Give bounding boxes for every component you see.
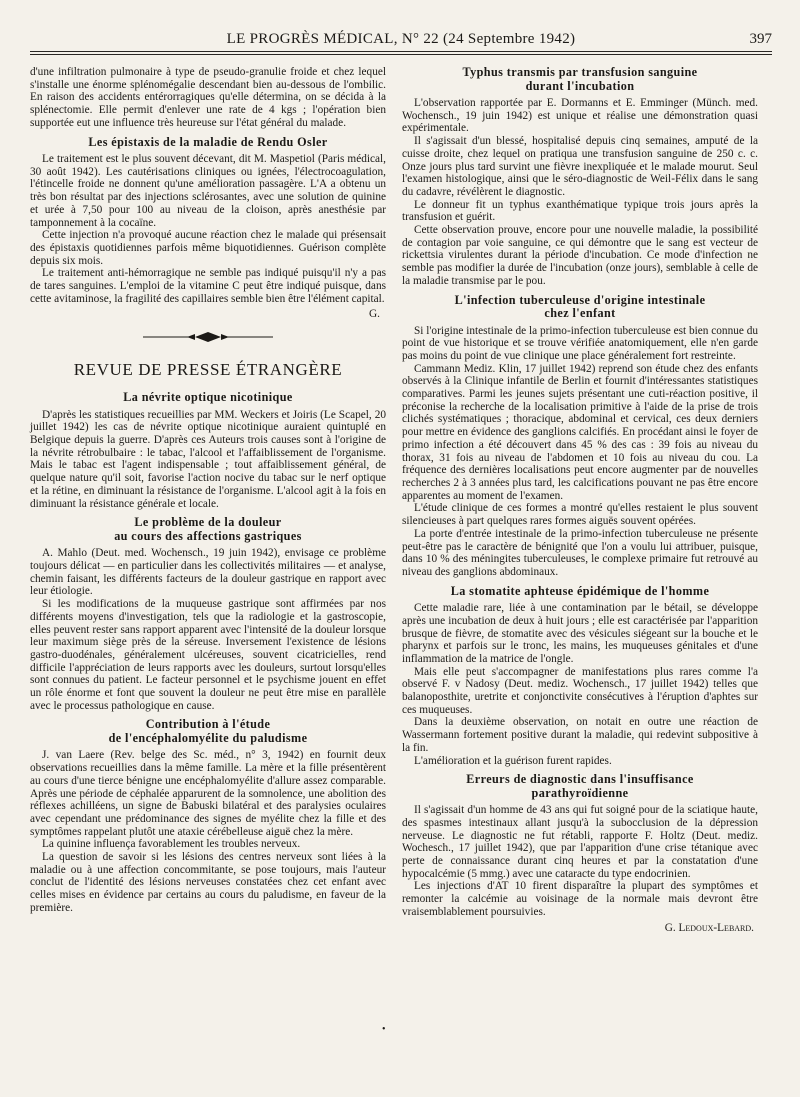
- paragraph: Cammann Mediz. Klin, 17 juillet 1942) reprend son étude chez des enfants observés à la Clinique infantile de Berlin et fournit d'intéressantes statistiques comparatives. Parmi les jeunes sujets présentant une cuti-réaction positive, il préconise la recherche de la localisation primitive à l'aide de la prise de trois clichés systématiques ; thoracique, abdominal et cervical, ces deux derniers pour mettre en évidence des ganglions calcifiés. En procédant ainsi le foyer de primo infection a été découvert dans 45 % des cas : 39 fois au niveau du thorax, 31 fois au niveau de l'abdomen et 10 fois au niveau du cou. La fréquence des dernières localisations peut encore augmenter par de nouvelles recherches 2 à 3 années plus tard, les calcifications pouvant ne pas être encore apparentes au moment de l'examen.: [402, 362, 758, 502]
- paragraph: Si l'origine intestinale de la primo-infection tuberculeuse est bien connue du point de vue historique et se trouve vérifiée anatomiquement, elle n'en garde pas moins du point de vue clinique une place généralement fort restreinte.: [402, 324, 758, 362]
- article-title-epistaxis: Les épistaxis de la maladie de Rendu Osler: [88, 134, 328, 149]
- paragraph: D'après les statistiques recueillies par MM. Weckers et Joiris (Le Scapel, 20 juillet 1942) les cas de névrite optique nicotinique auraient quintuplé en Belgique depuis la guerre. D'après ces Auteurs trois causes sont à l'origine de la névrite rétrobulbaire : le tabac, l'alcool et l'affaiblissement de l'organisme. Mais le tabac est l'agent indispensable ; tout affaiblissement général, de quelque nature qu'il soit, favorise l'action nocive du tabac sur le nerf optique et la rétine, en diminuant la résistance de l'organisme. L'alcool agit à la fois en diminuant la résistance générale et locale.: [30, 408, 386, 510]
- paragraph: Si les modifications de la muqueuse gastrique sont affirmées par nos différents moyens d'investigation, tels que la radiologie et la gastroscopie, elles peuvent rester sans rapport apparent avec l'intensité de la douleur lorsque leur maximum siège près de la séreuse. Inversement l'existence de lésions gastro-duodénales, généralement ulcéreuses, souvent cicatricielles, rend difficile l'appréciation de leurs rapports avec les douleurs, surtout lorsqu'elles sont connues du patient. Le facteur personnel et le psychisme jouent en effet un rôle énorme et font que souvent la douleur ne peut être mise en parallèle avec le processus pathologique en cause.: [30, 598, 386, 712]
- journal-title: LE PROGRÈS MÉDICAL, N° 22 (24 Septembre 1942): [226, 31, 576, 47]
- article-title-nevrite: La névrite optique nicotinique: [123, 390, 293, 405]
- paragraph: Le traitement est le plus souvent décevant, dit M. Maspetiol (Paris médical, 30 août 1942). Les cautérisations cliniques ou ignées, l'électrocoagulation, l'étincelle froide ne donnent qu'une amélioration passagère. L'A a obtenu un très bon résultat par des injections sclérosantes, avec une solution de quinine et urée à 7,50 pour 100 au niveau de la cloison, après anesthésie par tamponnement à la cocaïne.: [30, 153, 386, 229]
- article-title-douleur: [30, 516, 386, 543]
- title-line: Contribution à l'étude: [145, 717, 271, 732]
- paragraph: Les injections d'AT 10 firent disparaître la plupart des symptômes et remonter la calcémie au voisinage de la normale mais devront être vraisemblablement poursuivies.: [402, 880, 758, 918]
- paragraph: Mais elle peut s'accompagner de manifestations plus rares comme l'a observé F. v Nadosy (Deut. mediz. Wochensch., 17 juillet 1942) telles que balanoposthite, uretrite et conjonctivite consécutives à l'éruption d'aphtes sur ces muqueuses.: [402, 665, 758, 716]
- article-title-parathyroidienne: [402, 773, 758, 800]
- title-line: de l'encéphalomyélite du paludisme: [108, 730, 308, 745]
- title-line: Typhus transmis par transfusion sanguine: [462, 65, 698, 79]
- article-title-typhus: [402, 66, 758, 93]
- title-line: L'infection tuberculeuse d'origine intestinale: [454, 292, 706, 307]
- paragraph: L'étude clinique de ces formes a montré qu'elles restaient le plus souvent silencieuses à part quelques rares formes aiguës souvent opérées.: [402, 502, 758, 528]
- paragraph: Cette maladie rare, liée à une contamination par le bétail, se développe après une incubation de deux à huit jours ; elle est caractérisée par l'apparition brusque de fièvre, de stomatite avec des vésicules siégeant sur la bouche et le pharynx et parfois sur le tronc, les mains, les muqueuses génitales et d'une inflammation de la matrice de l'ongle.: [402, 602, 758, 665]
- header-rule-top: [30, 51, 772, 52]
- title-line: parathyroïdienne: [531, 785, 629, 800]
- section-divider-ornament: [30, 330, 386, 346]
- paragraph: Il s'agissait d'un homme de 43 ans qui fut soigné pour de la sciatique haute, des spasmes intestinaux allant jusqu'à la subocclusion de la dépression nerveuse. Le diagnostic ne fut rétabli, rapporte F. Holtz (Deut. mediz. Wochesch., 17 juillet 1942), que par l'apparition d'une crise tétanique avec perte de connaissance durant cinq heures et par la constatation d'une hypocalcémie (5 mmg.) avec une cataracte du type endocrinien.: [402, 804, 758, 880]
- paragraph: Cette observation prouve, encore pour une nouvelle maladie, la possibilité de contagion par voie sanguine, ce qui démontre que le sang est vecteur de rickettsia virulentes durant la période d'incubation. Ce mode d'infection ne semble pas modifier la durée de l'incubation (onze jours), semblable à celle de la maladie transmise par le pou.: [402, 224, 758, 287]
- author-signature: G. Ledoux-Lebard.: [664, 921, 754, 934]
- page-header: [30, 30, 772, 48]
- paragraph: Le donneur fit un typhus exanthématique typique trois jours après la transfusion et guérit.: [402, 198, 758, 224]
- header-rule-bottom: [30, 54, 772, 55]
- left-column: [30, 66, 386, 915]
- title-line: Le problème de la douleur: [134, 515, 282, 530]
- paragraph: Le traitement anti-hémorragique ne semble pas indiqué puisqu'il n'y a pas de tares sanguines. L'emploi de la vitamine C peut être indiqué puisque, dans cette avitaminose, la fragilité des capillaires semble bien être l'élément capital.: [30, 267, 386, 305]
- article-title-encephalomyelite: [30, 718, 386, 745]
- section-heading: REVUE DE PRESSE ÉTRANGÈRE: [73, 360, 343, 380]
- article-title-tuberculose: [402, 294, 758, 321]
- paragraph: d'une infiltration pulmonaire à type de pseudo-granulie froide et chez lequel s'installe une énorme splénomégalie descendant bien au-dessous de l'ombilic. En raison des accidents entérorragiques qu'elle détermina, on se décida à la splénectomie. Elle permit d'enlever une rate de 4 kgs ; l'opération bien supportée eut une influence très heureuse sur l'état général du malade.: [30, 66, 386, 129]
- paragraph: La quinine influença favorablement les troubles nerveux.: [42, 838, 301, 851]
- paragraph: La porte d'entrée intestinale de la primo-infection tuberculeuse ne présente peut-être pas le caractère de bénignité que l'on a voulu lui attribuer, puisque, dans 10 % des méningites tuberculeuses, le complexe primaire fut retrouvé au niveau des ganglions abdominaux.: [402, 527, 758, 578]
- paragraph: La question de savoir si les lésions des centres nerveux sont liées à la maladie ou à une affection concommitante, se pose toujours, mais l'auteur conclut de l'identité des lésions nerveuses constatées chez cet enfant avec celles mises en évidence par certains au cours du paludisme, en faveur de la première.: [30, 851, 386, 914]
- right-column: [402, 66, 758, 934]
- paragraph: L'observation rapportée par E. Dormanns et E. Emminger (Münch. med. Wochensch., 19 juin 1942) est unique et réalise une démonstration quasi expérimentale.: [402, 97, 758, 135]
- title-line: chez l'enfant: [544, 306, 616, 321]
- paragraph: Dans la deuxième observation, on notait en outre une réaction de Wassermann fortement positive durant la maladie, qui redevint subpositive à la fin.: [402, 716, 758, 754]
- paragraph: Cette injection n'a provoqué aucune réaction chez le malade qui présensait des épistaxis quotidiennes parfois même biquotidiennes. Guérison complète depuis six mois.: [30, 229, 386, 267]
- ornament-icon: [143, 330, 273, 344]
- paragraph: L'amélioration et la guérison furent rapides.: [414, 754, 612, 767]
- paragraph: Il s'agissait d'un blessé, hospitalisé depuis cinq semaines, amputé de la cuisse droite, chez lequel on pratiqua une transfusion sanguine de 250 c. c. Onze jours plus tard survint une fièvre inexpliquée et le malade mourut. Seul l'examen histologique, ainsi que le séro-diagnostic de Weil-Félix dans le sang du cadavre, révélèrent le diagnostic.: [402, 135, 758, 198]
- signature-initial: G.: [369, 308, 380, 321]
- title-line: au cours des affections gastriques: [114, 528, 302, 543]
- article-title-stomatite: La stomatite aphteuse épidémique de l'homme: [450, 583, 710, 598]
- title-line: Erreurs de diagnostic dans l'insuffisance: [466, 772, 694, 787]
- footer-mark: •: [382, 1024, 386, 1035]
- paragraph: J. van Laere (Rev. belge des Sc. méd., n° 3, 1942) en fournit deux observations recueillies dans la même famille. La mère et la fille présentèrent au cours d'une tierce bénigne une encéphalomyélite d'allure assez comparable. Après une période de céphalée apparurent de la somnolence, une abolition des réflexes achilléens, un signe de Babuski bilatéral et des paralysies oculaires avec cependant une prédominance des signes de myélite chez la fille et des symptômes rappelant plutôt une ataxie cérébelleuse aiguë chez la mère.: [30, 749, 386, 838]
- paragraph: A. Mahlo (Deut. med. Wochensch., 19 juin 1942), envisage ce problème toujours délicat — en particulier dans les collectivités militaires — et analyse, chemin faisant, les différents facteurs de la douleur gastrique en rapport avec leur étiologie.: [30, 547, 386, 598]
- page-number: 397: [749, 31, 772, 47]
- title-line: durant l'incubation: [525, 78, 635, 93]
